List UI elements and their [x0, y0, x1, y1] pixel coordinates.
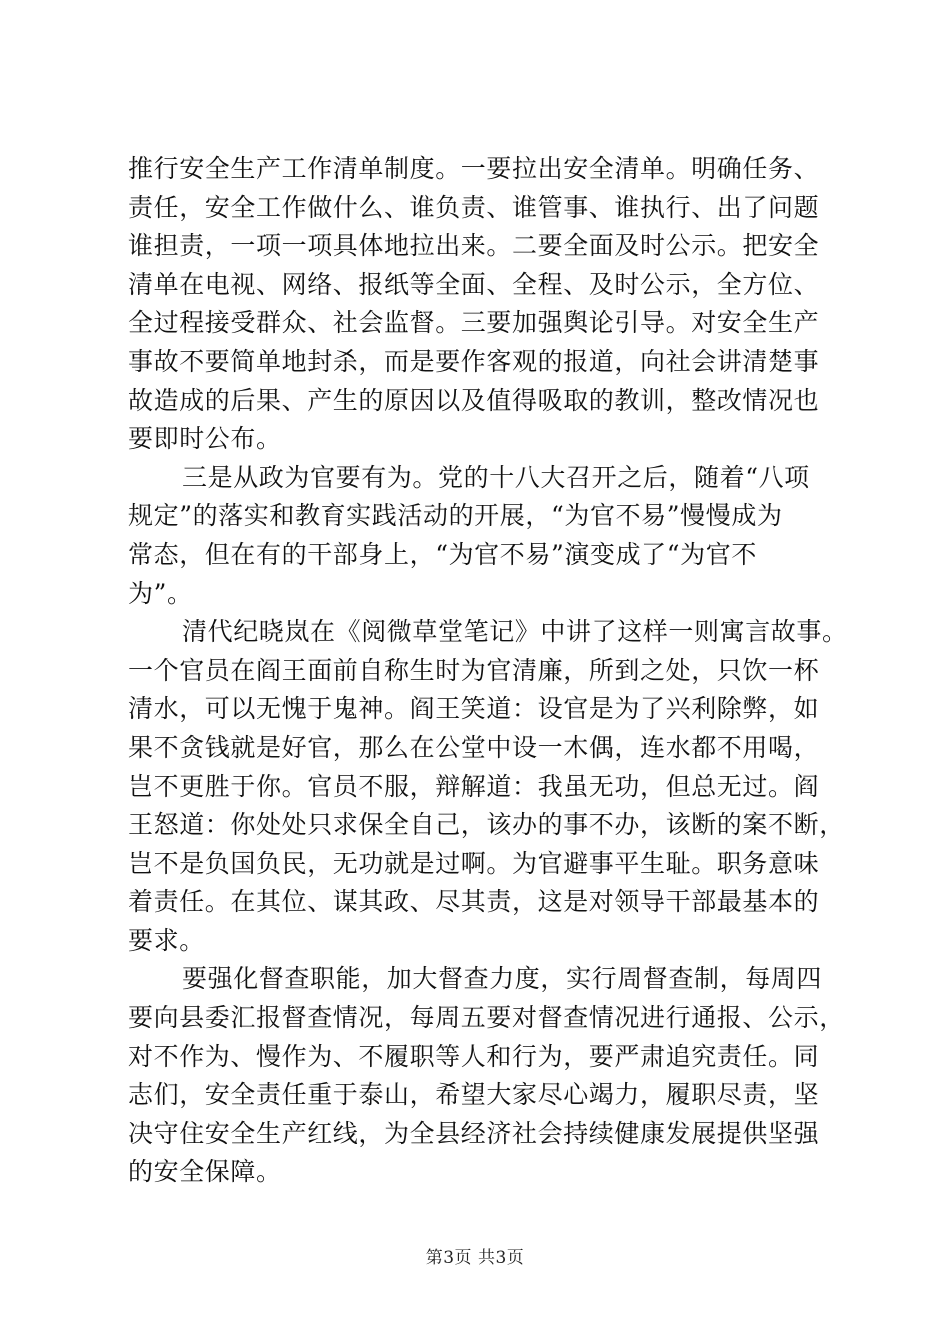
text-line: 的安全保障。 — [128, 1157, 282, 1187]
text-line: 故造成的后果、产生的原因以及值得吸取的教训，整改情况也 — [128, 385, 820, 415]
text-line: 决守住安全生产红线，为全县经济社会持续健康发展提供坚强 — [128, 1118, 820, 1148]
text-line: 要求。 — [128, 925, 205, 955]
text-line: 为”。 — [128, 578, 193, 608]
text-line: 清单在电视、网络、报纸等全面、全程、及时公示，全方位、 — [128, 269, 820, 299]
text-line: 要强化督查职能，加大督查力度，实行周督查制，每周四 — [182, 964, 823, 994]
text-line: 岂不是负国负民，无功就是过啊。为官避事平生耻。职务意味 — [128, 848, 820, 878]
text-line: 事故不要简单地封杀，而是要作客观的报道，向社会讲清楚事 — [128, 346, 820, 376]
text-line: 果不贪钱就是好官，那么在公堂中设一木偶，连水都不用喝， — [128, 732, 820, 762]
text-line: 全过程接受群众、社会监督。三要加强舆论引导。对安全生产 — [128, 308, 820, 338]
text-line: 三是从政为官要有为。党的十八大召开之后，随着“八项 — [182, 462, 810, 492]
text-line: 责任，安全工作做什么、谁负责、谁管事、谁执行、出了问题 — [128, 192, 820, 222]
text-line: 对不作为、慢作为、不履职等人和行为，要严肃追究责任。同 — [128, 1041, 820, 1071]
page-footer: 第3页 共3页 — [425, 1248, 525, 1268]
text-line: 着责任。在其位、谋其政、尽其责，这是对领导干部最基本的 — [128, 887, 820, 917]
text-line: 一个官员在阎王面前自称生时为官清廉，所到之处，只饮一杯 — [128, 655, 820, 685]
text-line: 岂不更胜于你。官员不服，辩解道：我虽无功，但总无过。阎 — [128, 771, 820, 801]
document-body — [128, 150, 848, 1192]
text-line: 常态，但在有的干部身上，“为官不易”演变成了“为官不 — [128, 539, 757, 569]
text-line: 志们，安全责任重于泰山，希望大家尽心竭力，履职尽责，坚 — [128, 1080, 820, 1110]
text-line: 要向县委汇报督查情况，每周五要对督查情况进行通报、公示， — [128, 1003, 845, 1033]
text-line: 推行安全生产工作清单制度。一要拉出安全清单。明确任务、 — [128, 154, 820, 183]
text-line: 规定”的落实和教育实践活动的开展，“为官不易”慢慢成为 — [128, 501, 783, 531]
text-line: 清代纪晓岚在《阅微草堂笔记》中讲了这样一则寓言故事。 — [182, 617, 848, 647]
text-line: 清水，可以无愧于鬼神。阎王笑道：设官是为了兴利除弊，如 — [128, 694, 820, 724]
text-line: 谁担责，一项一项具体地拉出来。二要全面及时公示。把安全 — [128, 231, 820, 261]
text-line: 要即时公布。 — [128, 424, 282, 454]
text-line: 王怒道：你处处只求保全自己，该办的事不办，该断的案不断， — [128, 810, 845, 840]
